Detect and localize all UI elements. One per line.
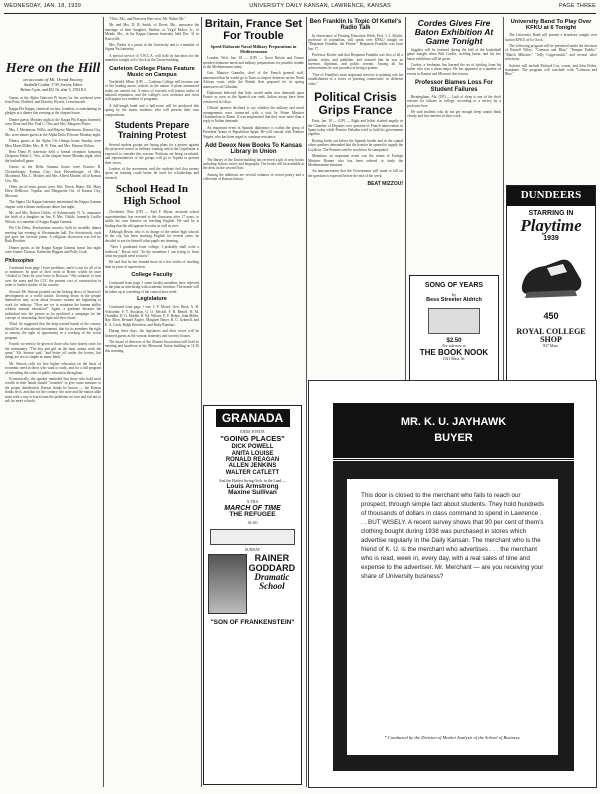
top-rule: [4, 13, 596, 14]
col2-text-4: Continued from page 1 some faculty members have objected to the plan as interfering with academic freedom. The matter will be taken up at a meeting of the council next week.: [105, 281, 199, 294]
ad-price: 450: [543, 311, 559, 322]
col5-text-1: Jugglers will be featured during the half of the basketball game tonight when Bob Cordes, twirling baton, and his fire baton exhibition will be given. Cordes, a freshman, has learned the art of twirling from his father who was a drum major. He has appeared at a number of events in Kansas and Missouri this season.: [407, 47, 501, 76]
ad-band-2: Maxine Sullivan: [228, 489, 277, 497]
ad-theme: THE REFUGEE: [229, 511, 276, 519]
col2-headline-5: Legislature: [137, 296, 167, 303]
ad-sunday: SUNDAY: [244, 547, 261, 552]
column-rule: [201, 17, 202, 787]
ad-also-box: [210, 529, 295, 545]
ad-starring: STARRING IN: [528, 209, 574, 217]
ad-cast-member: ANITA LOUISE: [231, 450, 274, 457]
society-text: Guests at the Alpha Omicron Pi house for the weekend were Jean Potts, Holdred, and Dorothy Wyrick, Leavenworth. Kappa Phi Kappa, chemical society, founders, is entertaining its pledges at a dinner this evening at the chapter house. Dinner guests Monday night at the Kappa Phi Kappa fraternity were Dean and Mrs. Paul C. Otto and Mrs. Margaret Potter. Mrs. J. Mertenson, Willis, and Majorie Mertenson, Kansas City, Mo. were dinner guests at the Alpha Delta Pi house Monday night. Dinner guests at the Alpha Chi Omega house Sunday were Miss Marie Miller, Mrs. H. W. Pitts, and Mrs. Eleanor Wilson. Beta Theta Pi fraternity held a formal reception honoring Chaperon Hattie L. Vito, at the chapter house Monday night, after the basketball game. Guests at the Delta Gamma house were Frances B. Clickenberger, Kansas City; Jean Heisterberger, of Mrs. Moorhead, Mrs. L. Mosher, and Mrs. Alfred Mosher, all of Kansas City, Mo. Other out-of-town guests were Mrs. Dorris Baker, Mr. Mary Ellen DeBlowa, Topeka; and Marguerite Ott, of Kansas City, Missouri. The Sigma Chi Kappa fraternity entertained the Kappa Gamma chapter with a dinner and house dance last night. Mr. and Mrs. Robert Childs, of Schenectady, N. Y., announce the birth of a daughter on Jan. 8. Mrs. Childs, formerly Lucille Wilson, is a member of Kappa Kappa Gamma. Phi Chi Delta, Presbyterian sorority, held its monthly dinner meeting last evening at Westminster hall. For devotionals, each girl gave her favorite poem. A religious discussion was led by Ruth Bowden. Dinner guests at the Kappa Kappa Gamma house last night were Jeanne Thomas, Katherine Higgins and Polly Cook.: [5, 96, 101, 255]
buyer-subtitle: BUYER: [434, 431, 473, 444]
society-phone: Before 5 p.m. and KU 16, after 5, 2703 K3: [20, 88, 86, 92]
col2-top-text: "Ohio, Mo., and Pinecrest Bay-view, Mr. Walter Mr." Mr. and Mrs. D. B. Smith, of Dover, Mo., announce the marriage of their daughter, Pauline, to Virgil Parker, Jr., of Meade, Mo., in the Kappa Gamma fraternity held Dec. 31 in Knoxville. Mrs. Parker is a junior at the University and is a member of Sigma Nu fraternity. A special service of Y.W.C.A. will hold its luncheon for the members tonight at 6 o'clock in the Union building.: [105, 17, 199, 63]
col2-headline-2: Students Prepare Training Protest: [114, 120, 190, 140]
royal-college-shop-ad: [506, 185, 596, 389]
ad-extra: And the Hottest Swing Orch. in the Land —: [218, 478, 287, 483]
col4-headline-1: Ben Franklin Is Topic Of Kettel's Radio Talk: [309, 19, 402, 32]
col3-text-1: London, Wed. Jan. 18 — (UP) — Great Britain and France speeded elaborate naval and military preparations for possible trouble in the Mediterranean today. Gen. Maurice Gamelin, chief of the French general staff, announced that he would go to Tunis to inspect defenses on the North African coast, while the British fleet prepared for its spring maneuvers off Gibraltar. Diplomats believed that Italy would make new demands upon France as soon as the Spanish war ends. Italian troops have been reinforced in Libya. Official quarters declined to say whether the military and naval arrangements were connected with a visit by Prime Minister Chamberlain to Rome. It was emphasized that they were more than a reply to Italian demands. An important event in Spanish diplomacy is within the grasp of President Azana of Republican Spain. He will consult with Premier Negrin, who has been urged to continue resistance.: [203, 56, 304, 139]
ad-cast: [204, 444, 301, 475]
ad-ends: ENDS TONITE: [240, 430, 265, 434]
ad-dramatic: Dramatic: [254, 571, 290, 582]
ad-also: ALSO: [247, 520, 258, 525]
col5-text-2: Birmingham, Ala. (UP) — Lack of sleep is one of the chief reasons for failures in college, according to a survey by a professor here. He said students who do not get enough sleep cannot think clearly and lose interest in their work.: [407, 94, 501, 119]
philosopher-heading: Philosopher: [5, 257, 34, 264]
buyer-banner: [333, 403, 574, 461]
folio-masthead: UNIVERSITY DAILY KANSAN, LAWRENCE, KANSAS: [249, 3, 391, 9]
shoe-illustration: [517, 246, 585, 308]
philosopher-text: Continued from page 1 have problems, and it is not for all of us to minimize. In spite of their work in Rome, which he once "choked to Teras by your leave to Rosscoe." His solution: to turn over the army and the CCC the present cost of construction in order to further studies of the country. Second, Mr. Stetson pointed out the lacking direct of America's development as a world station. Growing decay in the people themselves may occur about because women are beginning to work for industry. "How are we to maintain the human ability without manual education?" Again, a graduate because the individual into the picture as he predicted a campaign for the concept of citizenship, their fight and their future. Third, he suggested that the deep trusted hands of the country should be of educational instrument, that for its members the right to remain, the right of opportunity in a working of the social program. Fourth, we need to be given to those who have honest cases for the community. "The boy and girl on the farm cannot work the same," Mr. Stetson said, "and better off under the bosses, but things are not as simple as many think." Mr. Stetson calls for free higher education on the basis of economic need in those who want to study, and for a full program of extending the value of public education throughout. Economically, the speaker reminded that those who hold most wealth in their hands should "consider" to give some measure to the proper distribution. Kansas thinks he knows — the Kansas thinks he is, and that for the country: the state and the nation alike must seek a way to learn from the problems we face and fail not to ask for more schools.: [5, 265, 101, 403]
society-byline: an account of Mt. Oread Society: [23, 77, 83, 82]
col3-headline-2: Add Deeox New Books To Kansas Library in Union: [205, 143, 302, 156]
col2-text-1: Northfield, Minn. (UP) — Carleton College will become one of the leading music schools in the nation if plans announced today are carried out. A series of concerts will feature artists of national reputation, and the college's own orchestra and choir will appear in a number of programs. A full-length band and a hall-room will be produced this spring by the music students, who will present their own compositions.: [105, 79, 199, 117]
door-panel: [347, 479, 558, 755]
col2-headline-3: School Head In High School: [115, 183, 189, 207]
book-author: Bess Streeter Aldrich: [426, 296, 482, 303]
granada-logo: GRANADA: [216, 409, 290, 427]
ad-brand: DUNDEERS: [507, 186, 595, 206]
buyer-title: MR. K. U. JAYHAWK: [400, 416, 507, 428]
folio-page: PAGE THREE: [559, 3, 596, 9]
jayhawk-buyer-ad: [308, 380, 597, 788]
book-address: 1021 Mass. St.: [442, 356, 466, 361]
buyer-body: This door is closed to the merchant who fails to reach our prospect, through simple fact about students. They hold hundreds of thousands of dollars in class command to spend in Lawrence . . . BUT WISELY. A recent survey shows that 90 per cent of them's clothing bought during 1938 was purchased in stores which advertise regularly in the Daily Kansan. The merchant who is the friend of K. U. is the merchant who advertises . . . the merchant who is read, week in, every day, with a real sales of time and expense to the advertiser. Mr. Merchant — are you receiving your share of University business?: [361, 492, 544, 580]
column-two: [105, 17, 199, 787]
actress-photo: [208, 554, 247, 614]
buyer-footer: * Conducted by the Division of Market Analysis of the School of Business.: [384, 735, 521, 740]
col2-headline-1: Carleton College Plans Feature Music on Campus: [109, 65, 195, 78]
col2-text-2: Several student groups are laying plans for a protest against the proposed course in military training which the Legislature is expected to consider this session. Petitions are being circulated, and representatives of the groups will go to Topeka to present their views. Leaders of the movement said the students feel that money spent on training could better be used for scholarships and research.: [105, 142, 199, 180]
ad-rainer: RAINER: [254, 553, 290, 564]
col4-text-1: In observance of Printing Education Week, Prof. J. J. Kistler, professor of journalism, will speak over KFKU tonight on "Benjamin Franklin, the Printer." Benjamin Franklin was born Jan. 17. Professor Kistler said that Benjamin Franklin was first of all a printer, writer, and publisher, and stressed that he was an inventor, diplomat, and public servant. Among all his achievements he was proudest of being a printer. "One of Franklin's most important services to printing was his establishment of a series of 'printing connections' in different cities.": [308, 33, 403, 86]
door-image: [333, 461, 574, 771]
col6-headline-1: University Band To Play Over KFKU at 6 Tonight: [510, 19, 592, 32]
col2-text-3: Cleveland, Ohio (UP) — Earl F. Bryan, assistant school superintendent, has reverted to the classroom after 17 years, to tackle his own theories on teaching English. He said he is finding that the old approach works as well as ever. Although Bryan, who is in charge of the senior high schools in the city, has been teaching English for several years, he decided to see for himself what pupils are learning. "After I graduated from college, I probably shall write a textbook," Bryan said. "In the meantime I am trying to learn what my pupils need to know." He said that he has learned more in a few weeks of teaching than in years of supervision.: [105, 210, 199, 269]
col4-text-2: Paris, Jan. 18 — (UP) — Right and leftist clashed angrily in the Chamber of Deputies over question of French intervention in Spain today while Premier Daladier tried to hold his government together. Rioting broke out before the Spanish border and in the capital when speakers demanded that the frontier be opened to supply the Loyalists. The Premier said he would not be stampeded. Meantime, an important event was the return of Foreign Minister Bonnet who has been ordered to study the Mediterranean situation. An announcement that the Government will stand or fall on the question is expected before the end of the week.: [308, 119, 403, 178]
col3-text-2: The library of the Union building has received a gift of new books including fiction, travel, and biography. The books will be available at the desk on the second floor. Among the additions are several volumes of recent poetry and a collection of Kansas history.: [203, 157, 304, 182]
ad-cast-member: ALLEN JENKINS: [228, 463, 277, 470]
book-title: SONG OF YEARS: [424, 282, 484, 289]
column-rule: [103, 17, 104, 787]
book-sale: For sale now at: [442, 344, 466, 348]
col6-text-1: The University Band will present a broadcast tonight over station KFKU at 6 o'clock. The following program will be presented under the direction of Russell Wiley: "Crimson and Blue," "Semper Fidelis," "March Militaire," "Jolly Coppersmith," and several other selections. Soloists will include Richard Cox, cornet, and John Fisher, trombone. The program will conclude with "Crimson and Blue.": [505, 33, 597, 77]
ad-band: Louis Armstrong: [226, 482, 279, 490]
column-four: [308, 17, 403, 392]
ad-feature: "GOING PLACES": [220, 433, 285, 443]
granada-theater-ad: [203, 405, 302, 785]
col5-headline-1: Cordes Gives Fire Baton Exhibition At Game Tonight: [414, 18, 494, 46]
ad-cast-member: RONALD REAGAN: [225, 457, 280, 464]
folio-line: [4, 3, 596, 13]
book-price: $2.50: [446, 337, 462, 344]
col2-headline-4: College Faculty: [131, 272, 173, 279]
ad-march: MARCH OF TIME: [224, 504, 281, 512]
book-nook-ad: SONG OF YEARS by Bess Streeter Aldrich $2.50 For sale now at THE BOOK NOOK 1021 Mass. St.: [409, 275, 499, 387]
col3-subhead-1: Speed Elaborate Naval Military Preparations in Mediterranean: [210, 44, 297, 55]
ad-store: ROYAL COLLEGE SHOP: [516, 326, 586, 345]
ad-goddard: GODDARD: [248, 562, 296, 573]
book-cover-image: [428, 308, 480, 334]
society-title: Here on the Hill: [5, 61, 101, 76]
column-six: [505, 17, 597, 392]
column-five: [407, 17, 501, 392]
ad-lower-text: [247, 554, 297, 614]
col4-signoff: BEAT MIZZOU!: [367, 181, 403, 188]
col5-headline-2: Professor Blames Loss For Student Failures: [414, 80, 494, 93]
book-store: THE BOOK NOOK: [419, 347, 489, 357]
society-editor: Anabelle Coulter, 1°39, Society Editor: [23, 83, 83, 87]
col4-headline-2: Political Crisis Grips France: [314, 90, 397, 117]
ad-lower: [204, 552, 301, 616]
col2-text-5: Continued from page 1 wet: J. F. Moore, Geo. Bush, A. H. Schroeder, F. T. Stockton, G. O. Meckel, F. B. Benoff, H. M. Chandler, D. G. Marble, R. Ed. Wilson, E. F. Bebee, John Miller, Ray Allen, Bernard Eagles, Margaret Bayer, R. C. Grinnell, and E. A. Graft; Ralph Bertelsen, and Ruby Rinehart. During these days, the legislators and their wives will be honored guests at the various fraternity and sorority houses. The board of directors of the Alumni Association will hold its meeting and luncheon at the Memorial Union building at 11:30 this morning.: [105, 305, 199, 353]
ad-cast-member: DICK POWELL: [231, 444, 274, 451]
column-rule: [306, 17, 307, 787]
ad-show: Playtime: [520, 215, 582, 235]
column-society: [5, 17, 101, 787]
ad-address: 837 Mass.: [543, 344, 559, 349]
shoe-icon: [517, 246, 587, 308]
folio-date: WEDNESDAY, JAN. 18, 1939: [4, 3, 82, 9]
ad-son: "SON OF FRANKENSTEIN": [210, 619, 295, 627]
ad-cast-member: WALTER CATLETT: [225, 469, 280, 476]
col3-headline-1: Britain, France Set For Trouble: [204, 18, 303, 42]
ad-school: School: [259, 581, 285, 592]
column-three: [203, 17, 304, 787]
ad-year: 1939: [543, 234, 559, 242]
ad-xtra: X-TRA: [246, 500, 259, 505]
